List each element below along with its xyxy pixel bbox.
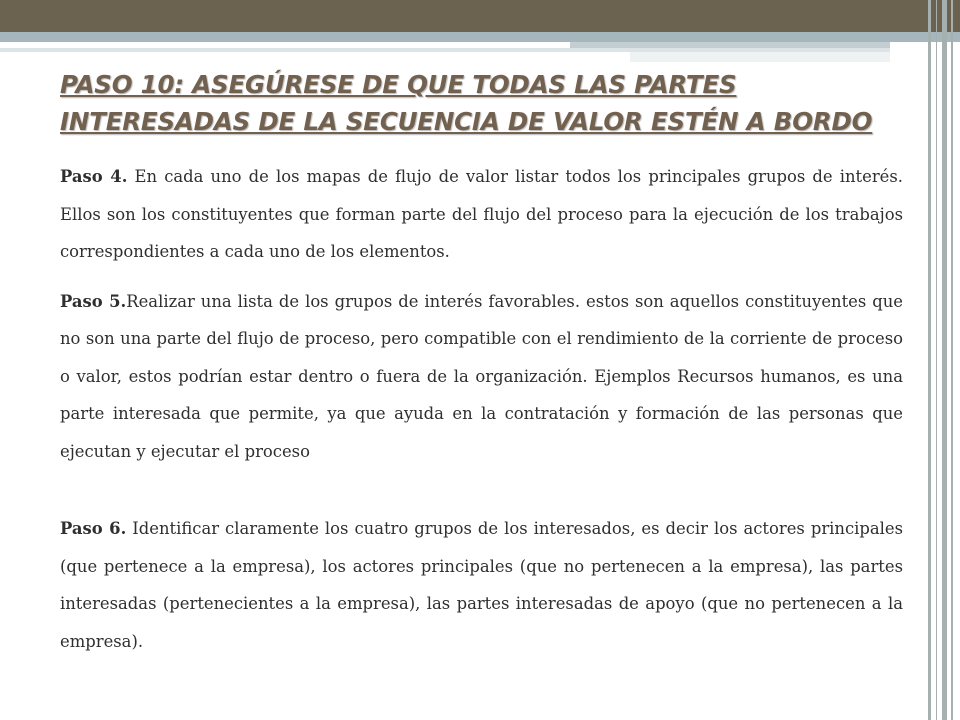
- header-band: [0, 0, 960, 32]
- decorative-vertical-line: [928, 0, 931, 720]
- paragraph-text: Realizar una lista de los grupos de interés favorables. estos son aquellos constituyentes que no son una parte del flujo de proceso, pero compatible con el rendimiento de la corriente de proceso o valor, estos podrían estar dentro o fuera de la organización. Ejemplos Recursos humanos, es una parte interesada que permite, ya que ayuda en la contratación y formación de las personas que ejecutan y ejecutar el proceso: [60, 291, 903, 461]
- header-band-light: [0, 32, 960, 42]
- paragraph-text: Identificar claramente los cuatro grupos de los interesados, es decir los actores principales (que pertenece a la empresa), los actores principales (que no pertenecen a la empresa), las partes interesadas (pertenecientes a la empresa), las partes interesadas de apoyo (que no pertenecen a la empresa).: [60, 519, 904, 651]
- step-label: Paso 6.: [60, 519, 127, 538]
- slide-body: [60, 158, 903, 660]
- paragraph-paso-5: [60, 283, 903, 471]
- step-label: Paso 5.: [60, 291, 127, 311]
- step-label: Paso 4.: [60, 167, 128, 186]
- slide-title: PASO 10: ASEGÚRESE DE QUE TODAS LAS PARTES INTERESADAS DE LA SECUENCIA DE VALOR ESTÉN A BORDO: [60, 70, 873, 136]
- paragraph-text: En cada uno de los mapas de flujo de valor listar todos los principales grupos de interés. Ellos son los constituyentes que forman parte del flujo del proceso para la ejecución de los trabajos correspondientes a cada uno de los elementos.: [60, 167, 903, 261]
- decorative-strip: [630, 52, 890, 62]
- paragraph-paso-4: [60, 158, 903, 271]
- decorative-vertical-line: [942, 0, 947, 720]
- decorative-vertical-line: [936, 0, 937, 720]
- decorative-vertical-line: [951, 0, 953, 720]
- paragraph-paso-6: [60, 510, 903, 660]
